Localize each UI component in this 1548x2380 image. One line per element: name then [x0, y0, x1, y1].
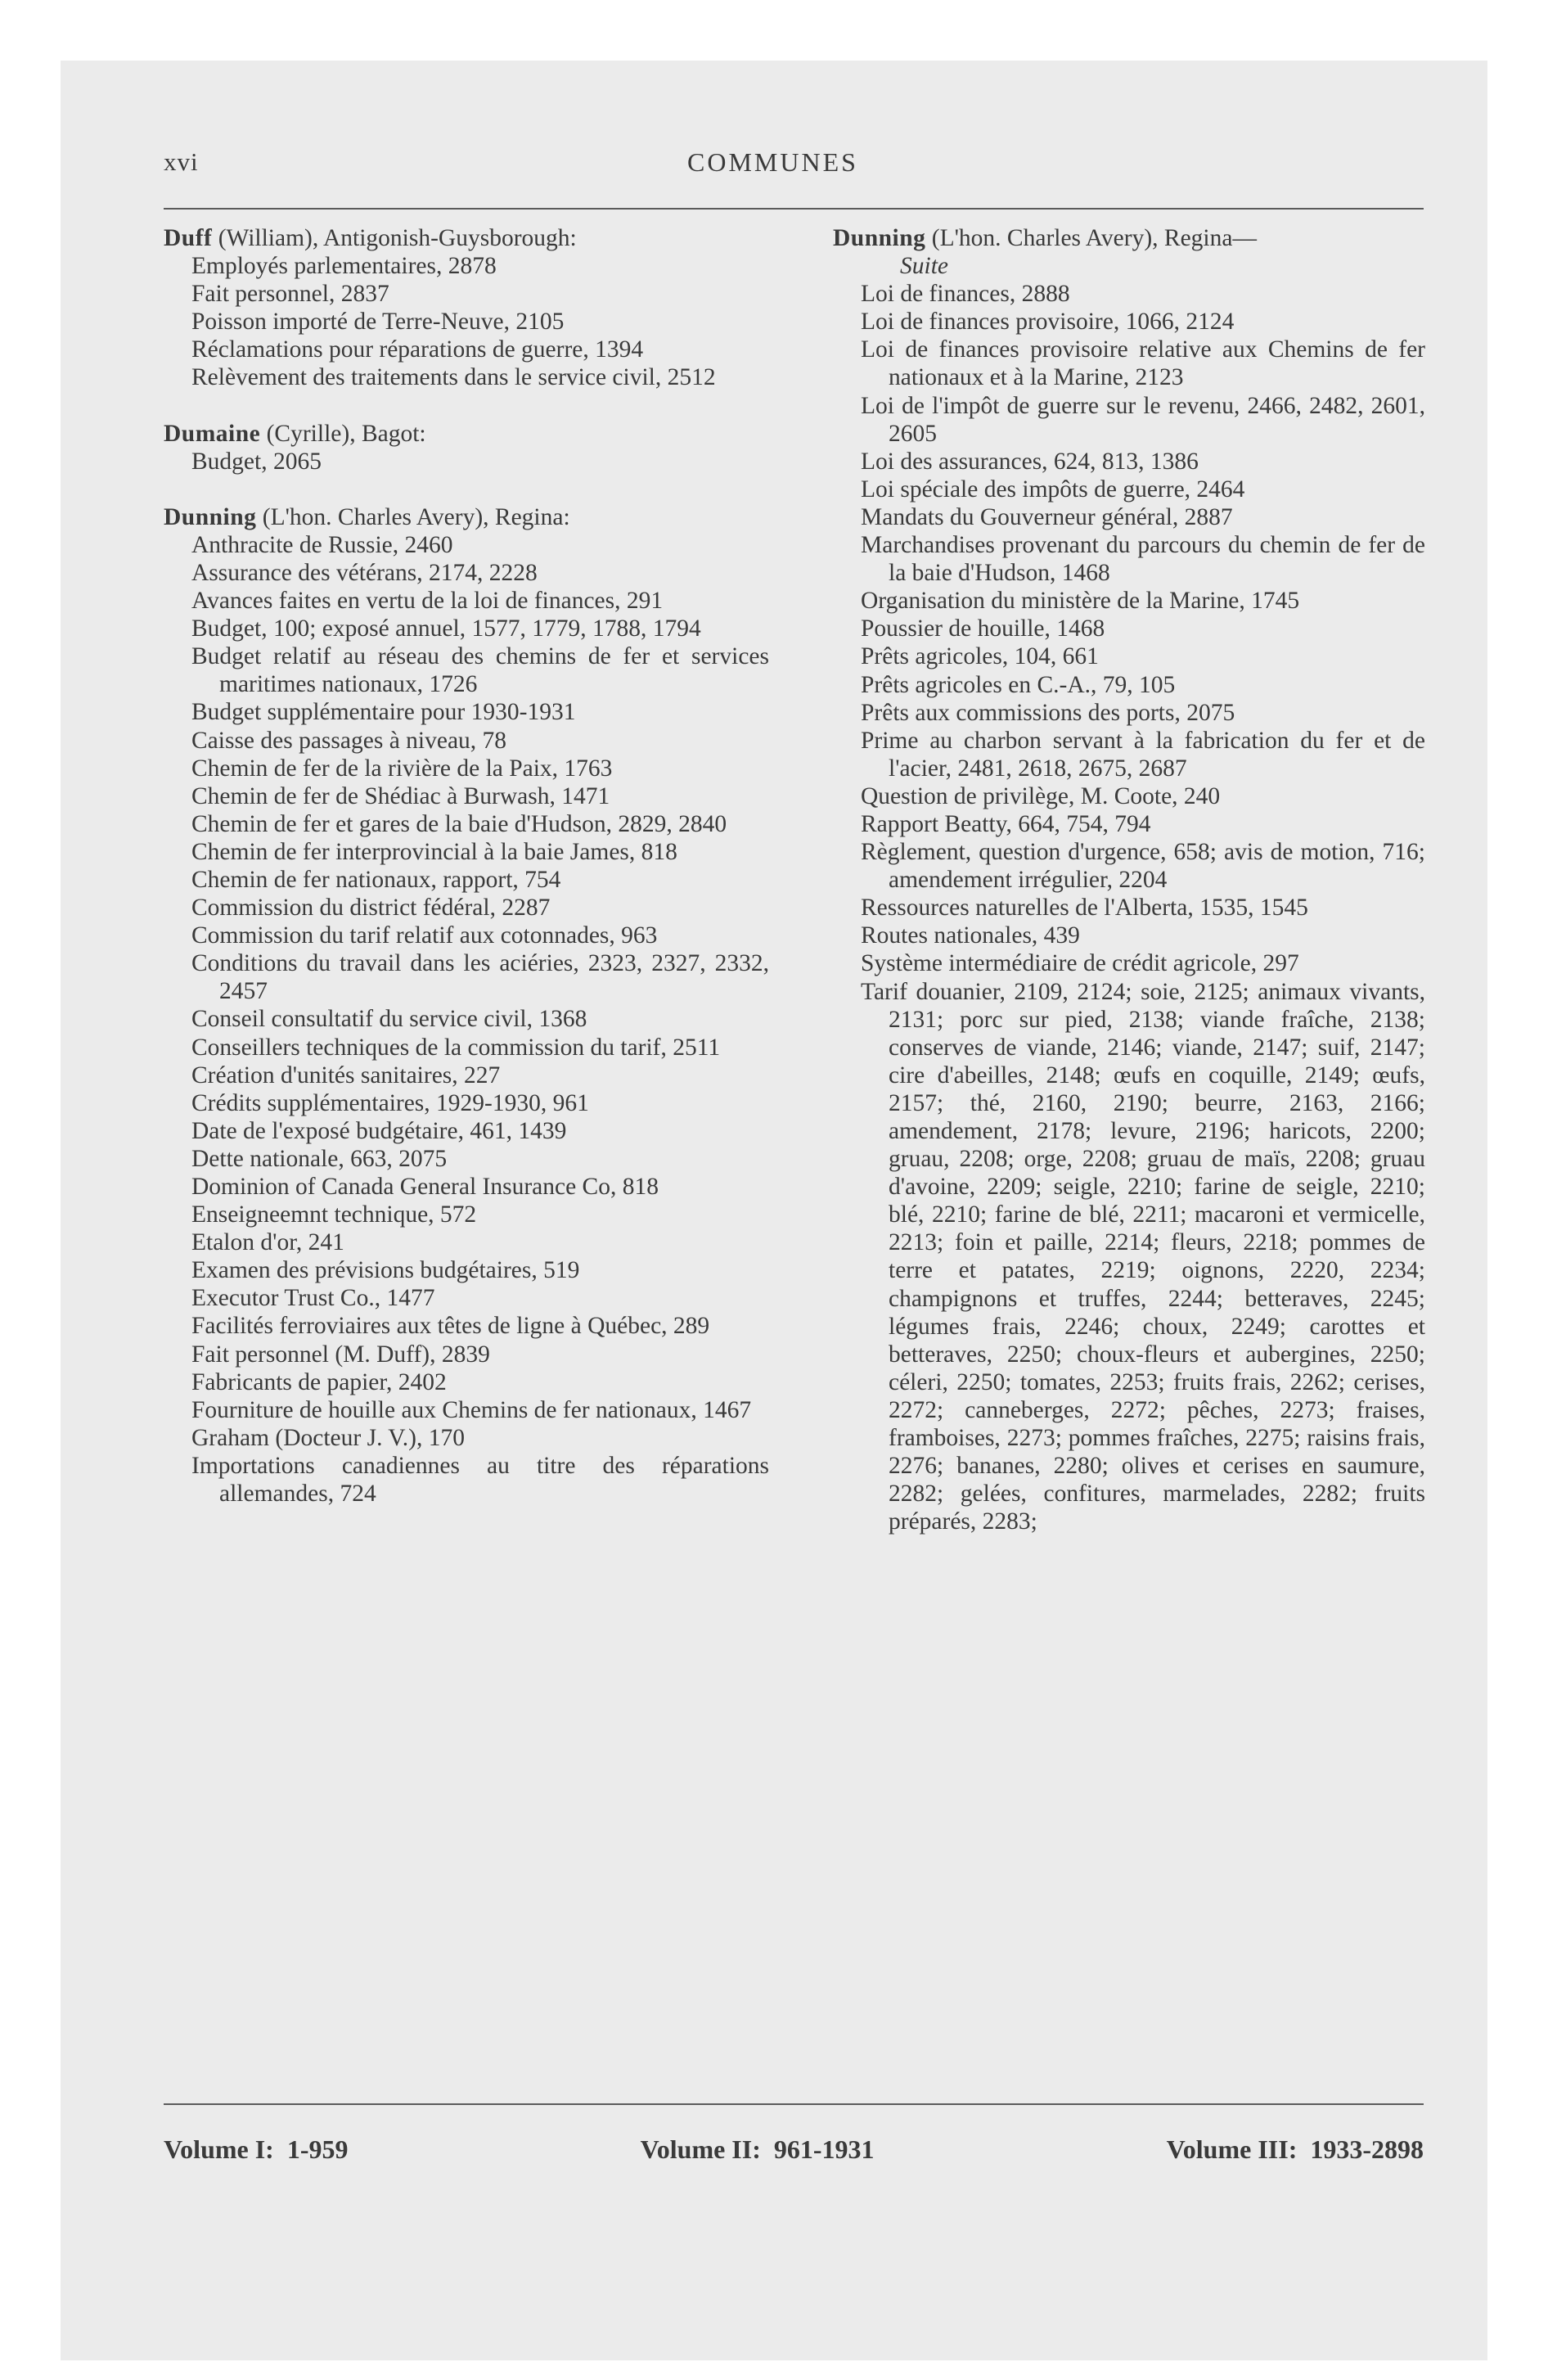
- index-entry: Relèvement des traitements dans le service civil, 2512: [191, 364, 716, 391]
- index-entry: Assurance des vétérans, 2174, 2228: [191, 559, 538, 586]
- index-heading-dunning-continued: [833, 224, 1425, 252]
- index-entry: Marchandises provenant du parcours du chemin de fer de la baie d'Hudson, 1468: [861, 532, 1425, 587]
- index-heading-dumaine: [164, 420, 769, 448]
- left-column: [164, 224, 769, 1508]
- index-entry: Importations canadiennes au titre des réparations allemandes, 724: [191, 1452, 769, 1508]
- index-entry: Loi des assurances, 624, 813, 1386: [861, 448, 1199, 475]
- volume-1-range: Volume I: 1-959: [164, 2134, 349, 2164]
- surname: Dunning: [164, 503, 257, 530]
- heading-detail: (L'hon. Charles Avery), Regina—: [931, 225, 1257, 251]
- index-entry: Loi spéciale des impôts de guerre, 2464: [861, 476, 1245, 503]
- index-entry: Avances faites en vertu de la loi de finances, 291: [191, 588, 664, 615]
- heading-detail: (L'hon. Charles Avery), Regina:: [262, 503, 570, 530]
- page-number: xvi: [164, 147, 199, 176]
- volume-footer: [164, 2134, 1424, 2165]
- index-entry: Loi de l'impôt de guerre sur le revenu, 2466, 2482, 2601, 2605: [861, 392, 1425, 447]
- index-entry: Employés parlementaires, 2878: [191, 253, 497, 280]
- index-entry: Chemin de fer nationaux, rapport, 754: [191, 866, 561, 893]
- entries-duff: [164, 252, 769, 391]
- index-entry: Budget, 100; exposé annuel, 1577, 1779, 1788, 1794: [191, 615, 701, 642]
- index-entry: Réclamations pour réparations de guerre, 1394: [191, 336, 644, 363]
- entries-dunning: [164, 531, 769, 1508]
- index-entry: Budget relatif au réseau des chemins de fer et services maritimes nationaux, 1726: [191, 643, 769, 698]
- index-entry: Fabricants de papier, 2402: [191, 1368, 447, 1395]
- index-entry: Loi de finances provisoire relative aux Chemins de fer nationaux et à la Marine, 2123: [861, 336, 1425, 391]
- index-entry: Loi de finances, 2888: [861, 281, 1070, 308]
- index-heading-duff: [164, 224, 769, 252]
- index-entry: Caisse des passages à niveau, 78: [191, 727, 507, 754]
- index-entry: Rapport Beatty, 664, 754, 794: [861, 810, 1151, 837]
- index-entry: Tarif douanier, 2109, 2124; soie, 2125; animaux vivants, 2131; porc sur pied, 2138; viande fraîche, 2138; conserves de viande, 2146; viande, 2147; suif, 2147; cire d'abeilles, 2148; œufs en coquille, 2149; œufs, 2157; thé, 2160, 2190; beurre, 2163, 2166; amendement, 2178; levure, 2196; haricots, 2200; gruau, 2208; orge, 2208; gruau de maïs, 2208; gruau d'avoine, 2209; seigle, 2210; farine de seigle, 2210; blé, 2210; farine de blé, 2211; macaroni et vermicelle, 2213; foin et paille, 2214; fleurs, 2218; pommes de terre et patates, 2219; oignons, 2220, 2234; champignons et truffes, 2244; betteraves, 2245; légumes frais, 2246; choux, 2249; carottes et betteraves, 2250; choux-fleurs et aubergines, 2250; céleri, 2250; tomates, 2253; fruits frais, 2262; cerises, 2272; canneberges, 2272; pêches, 2273; fraises, framboises, 2273; pommes fraîches, 2275; raisins frais, 2276; bananes, 2280; olives et cerises en saumure, 2282; gelées, confitures, marmelades, 2282; fruits préparés, 2283;: [861, 978, 1425, 1535]
- index-entry: Commission du district fédéral, 2287: [191, 895, 551, 922]
- index-entry: Conseil consultatif du service civil, 1368: [191, 1006, 587, 1033]
- index-entry: Mandats du Gouverneur général, 2887: [861, 503, 1233, 530]
- index-entry: Prêts agricoles en C.-A., 79, 105: [861, 671, 1176, 698]
- index-entry: Question de privilège, M. Coote, 240: [861, 782, 1221, 809]
- index-entry: Budget, 2065: [191, 448, 322, 475]
- index-entry: Loi de finances provisoire, 1066, 2124: [861, 309, 1235, 336]
- index-entry: Examen des prévisions budgétaires, 519: [191, 1257, 580, 1284]
- index-entry: Règlement, question d'urgence, 658; avis de motion, 716; amendement irrégulier, 2204: [861, 839, 1425, 894]
- index-entry: Poisson importé de Terre-Neuve, 2105: [191, 309, 565, 336]
- surname: Duff: [164, 225, 213, 251]
- index-entry: Dominion of Canada General Insurance Co, 818: [191, 1174, 659, 1200]
- index-entry: Conditions du travail dans les aciéries, 2323, 2327, 2332, 2457: [191, 950, 769, 1005]
- index-entry: Organisation du ministère de la Marine, 1745: [861, 588, 1300, 615]
- index-entry: Anthracite de Russie, 2460: [191, 531, 453, 558]
- page-title: COMMUNES: [687, 147, 858, 177]
- heading-suite: [833, 252, 1425, 280]
- index-entry: Chemin de fer interprovincial à la baie James, 818: [191, 838, 677, 865]
- index-entry: Ressources naturelles de l'Alberta, 1535, 1545: [861, 895, 1308, 922]
- index-entry: Chemin de fer et gares de la baie d'Hudson, 2829, 2840: [191, 810, 727, 837]
- index-entry: Dette nationale, 663, 2075: [191, 1145, 448, 1172]
- index-entry: Crédits supplémentaires, 1929-1930, 961: [191, 1089, 589, 1116]
- running-head: [164, 147, 1424, 187]
- index-entry: Etalon d'or, 241: [191, 1229, 344, 1256]
- bottom-rule: [164, 2103, 1424, 2105]
- suite-label: Suite: [900, 253, 948, 280]
- heading-detail: (William), Antigonish-Guysborough:: [218, 225, 577, 251]
- index-entry: Fait personnel (M. Duff), 2839: [191, 1341, 490, 1368]
- top-rule: [164, 208, 1424, 210]
- index-entry: Prime au charbon servant à la fabrication du fer et de l'acier, 2481, 2618, 2675, 2687: [861, 727, 1425, 782]
- entries-dunning-continued: [833, 280, 1425, 1535]
- index-entry: Fourniture de houille aux Chemins de fer nationaux, 1467: [191, 1396, 752, 1423]
- index-entry: Graham (Docteur J. V.), 170: [191, 1424, 465, 1451]
- index-entry: Enseigneemnt technique, 572: [191, 1201, 477, 1228]
- entries-dumaine: [164, 448, 769, 476]
- surname: Dumaine: [164, 420, 261, 447]
- index-entry: Facilités ferroviaires aux têtes de ligne à Québec, 289: [191, 1313, 710, 1340]
- index-entry: Commission du tarif relatif aux cotonnades, 963: [191, 922, 658, 949]
- index-entry: Conseillers techniques de la commission du tarif, 2511: [191, 1034, 721, 1061]
- index-entry: Chemin de fer de Shédiac à Burwash, 1471: [191, 782, 610, 809]
- index-entry: Prêts agricoles, 104, 661: [861, 643, 1099, 670]
- index-entry: Routes nationales, 439: [861, 922, 1080, 949]
- index-entry: Fait personnel, 2837: [191, 281, 389, 308]
- index-entry: Prêts aux commissions des ports, 2075: [861, 699, 1235, 726]
- index-entry: Date de l'exposé budgétaire, 461, 1439: [191, 1117, 567, 1144]
- index-entry: Poussier de houille, 1468: [861, 615, 1105, 642]
- volume-2-range: Volume II: 961-1931: [640, 2134, 875, 2164]
- index-entry: Système intermédiaire de crédit agricole, 297: [861, 950, 1299, 977]
- index-heading-dunning: [164, 503, 769, 531]
- surname: Dunning: [833, 225, 926, 251]
- index-entry: Budget supplémentaire pour 1930-1931: [191, 699, 576, 726]
- index-entry: Chemin de fer de la rivière de la Paix, 1763: [191, 755, 613, 782]
- index-entry: Création d'unités sanitaires, 227: [191, 1062, 501, 1089]
- index-entry: Executor Trust Co., 1477: [191, 1285, 435, 1312]
- heading-detail: (Cyrille), Bagot:: [266, 420, 426, 447]
- volume-3-range: Volume III: 1933-2898: [1166, 2134, 1424, 2164]
- right-column: [833, 224, 1425, 1535]
